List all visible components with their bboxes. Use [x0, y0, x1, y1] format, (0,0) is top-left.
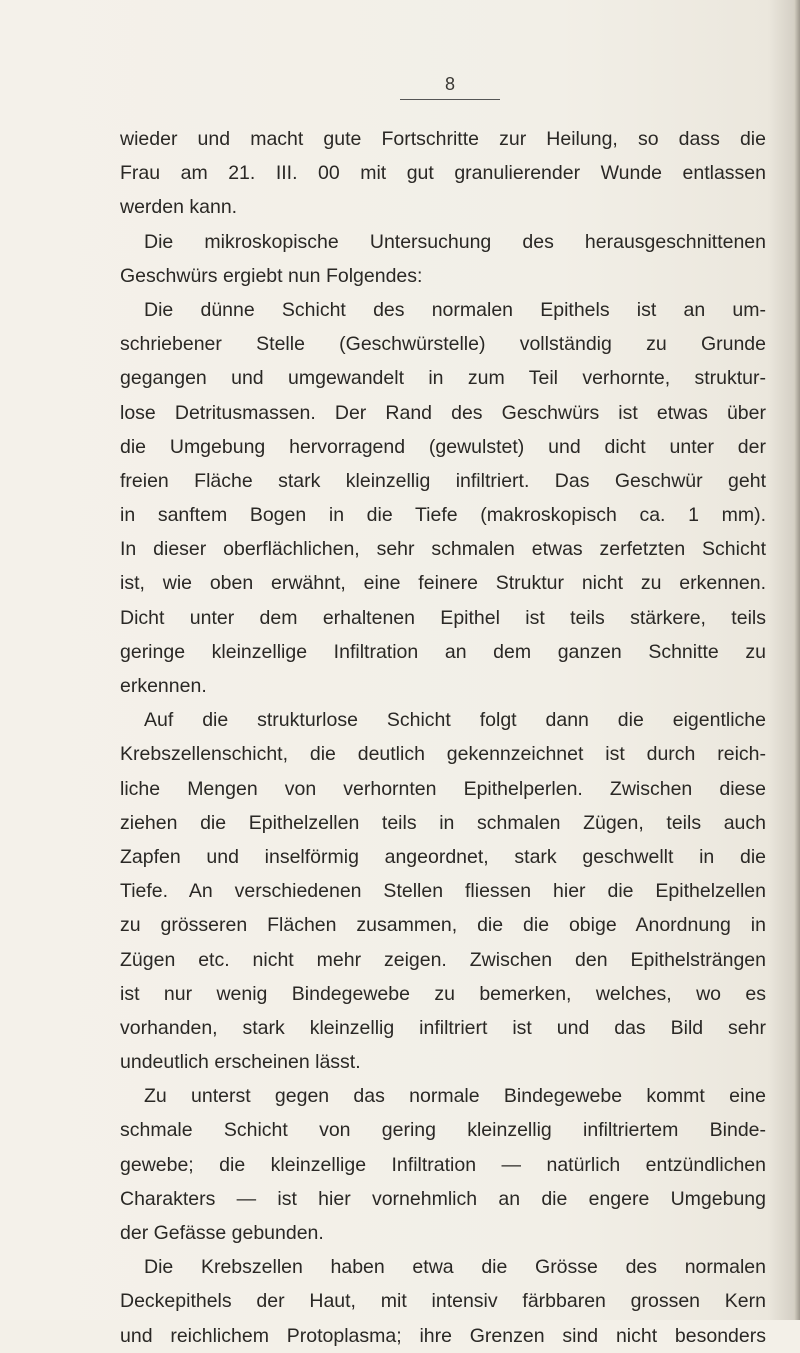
text-line: liche Mengen von verhornten Epithelperlen. Zwischen diese — [120, 777, 766, 800]
page-number: 8 — [444, 74, 455, 94]
body-text — [120, 122, 766, 1353]
text-line: Charakters — ist hier vornehmlich an die engere Umgebung — [120, 1187, 766, 1210]
text-line: Auf die strukturlose Schicht folgt dann die eigentliche — [144, 709, 766, 732]
header-rule — [400, 99, 500, 100]
text-line: Die Krebszellen haben etwa die Grösse des normalen — [144, 1256, 766, 1279]
text-line: lose Detritusmassen. Der Rand des Geschwürs ist etwas über — [120, 401, 766, 424]
page-edge — [794, 0, 800, 1320]
text-line: vorhanden, stark kleinzellig infiltriert ist und das Bild sehr — [120, 1016, 766, 1039]
text-line: Krebszellenschicht, die deutlich gekennzeichnet ist durch reich- — [120, 743, 766, 766]
text-line: in sanftem Bogen in die Tiefe (makroskopisch ca. 1 mm). — [120, 504, 766, 527]
text-line: Zügen etc. nicht mehr zeigen. Zwischen den Epithelsträngen — [120, 948, 766, 971]
text-line: erkennen. — [120, 675, 207, 697]
text-line: gewebe; die kleinzellige Infiltration — natürlich entzündlichen — [120, 1153, 766, 1176]
text-line: Zapfen und inselförmig angeordnet, stark geschwellt in die — [120, 845, 766, 868]
text-line: Geschwürs ergiebt nun Folgendes: — [120, 264, 423, 287]
text-line: zu grösseren Flächen zusammen, die die obige Anordnung in — [120, 914, 766, 937]
text-line: Die mikroskopische Untersuchung des herausgeschnittenen — [144, 230, 766, 253]
text-line: der Gefässe gebunden. — [120, 1222, 324, 1244]
text-line: schriebener Stelle (Geschwürstelle) vollständig zu Grunde — [120, 333, 766, 356]
text-line: freien Fläche stark kleinzellig infiltriert. Das Geschwür geht — [120, 469, 766, 492]
text-line: Tiefe. An verschiedenen Stellen fliessen hier die Epithelzellen — [120, 880, 766, 903]
text-line: geringe kleinzellige Infiltration an dem ganzen Schnitte zu — [120, 640, 766, 663]
text-line: und reichlichem Protoplasma; ihre Grenzen sind nicht besonders — [120, 1324, 766, 1347]
text-line: werden kann. — [120, 196, 238, 219]
text-line: Deckepithels der Haut, mit intensiv färbbaren grossen Kern — [120, 1290, 766, 1313]
text-line: Zu unterst gegen das normale Bindegewebe kommt eine — [144, 1085, 766, 1108]
text-line: gegangen und umgewandelt in zum Teil verhornte, struktur- — [120, 367, 766, 390]
text-line: die Umgebung hervorragend (gewulstet) und dicht unter der — [120, 435, 766, 458]
text-line: undeutlich erscheinen lässt. — [120, 1051, 361, 1074]
text-line: Dicht unter dem erhaltenen Epithel ist teils stärkere, teils — [120, 606, 766, 629]
text-line: Frau am 21. III. 00 mit gut granulierender Wunde entlassen — [120, 162, 766, 185]
text-line: ziehen die Epithelzellen teils in schmalen Zügen, teils auch — [120, 811, 766, 834]
text-line: schmale Schicht von gering kleinzellig infiltriertem Binde- — [120, 1119, 766, 1142]
text-line: ist nur wenig Bindegewebe zu bemerken, welches, wo es — [120, 982, 766, 1005]
text-line: Die dünne Schicht des normalen Epithels ist an um- — [144, 298, 766, 321]
text-line: wieder und macht gute Fortschritte zur Heilung, so dass die — [120, 128, 766, 150]
text-line: ist, wie oben erwähnt, eine feinere Struktur nicht zu erkennen. — [120, 572, 766, 595]
text-line: In dieser oberflächlichen, sehr schmalen etwas zerfetzten Schicht — [120, 538, 766, 561]
